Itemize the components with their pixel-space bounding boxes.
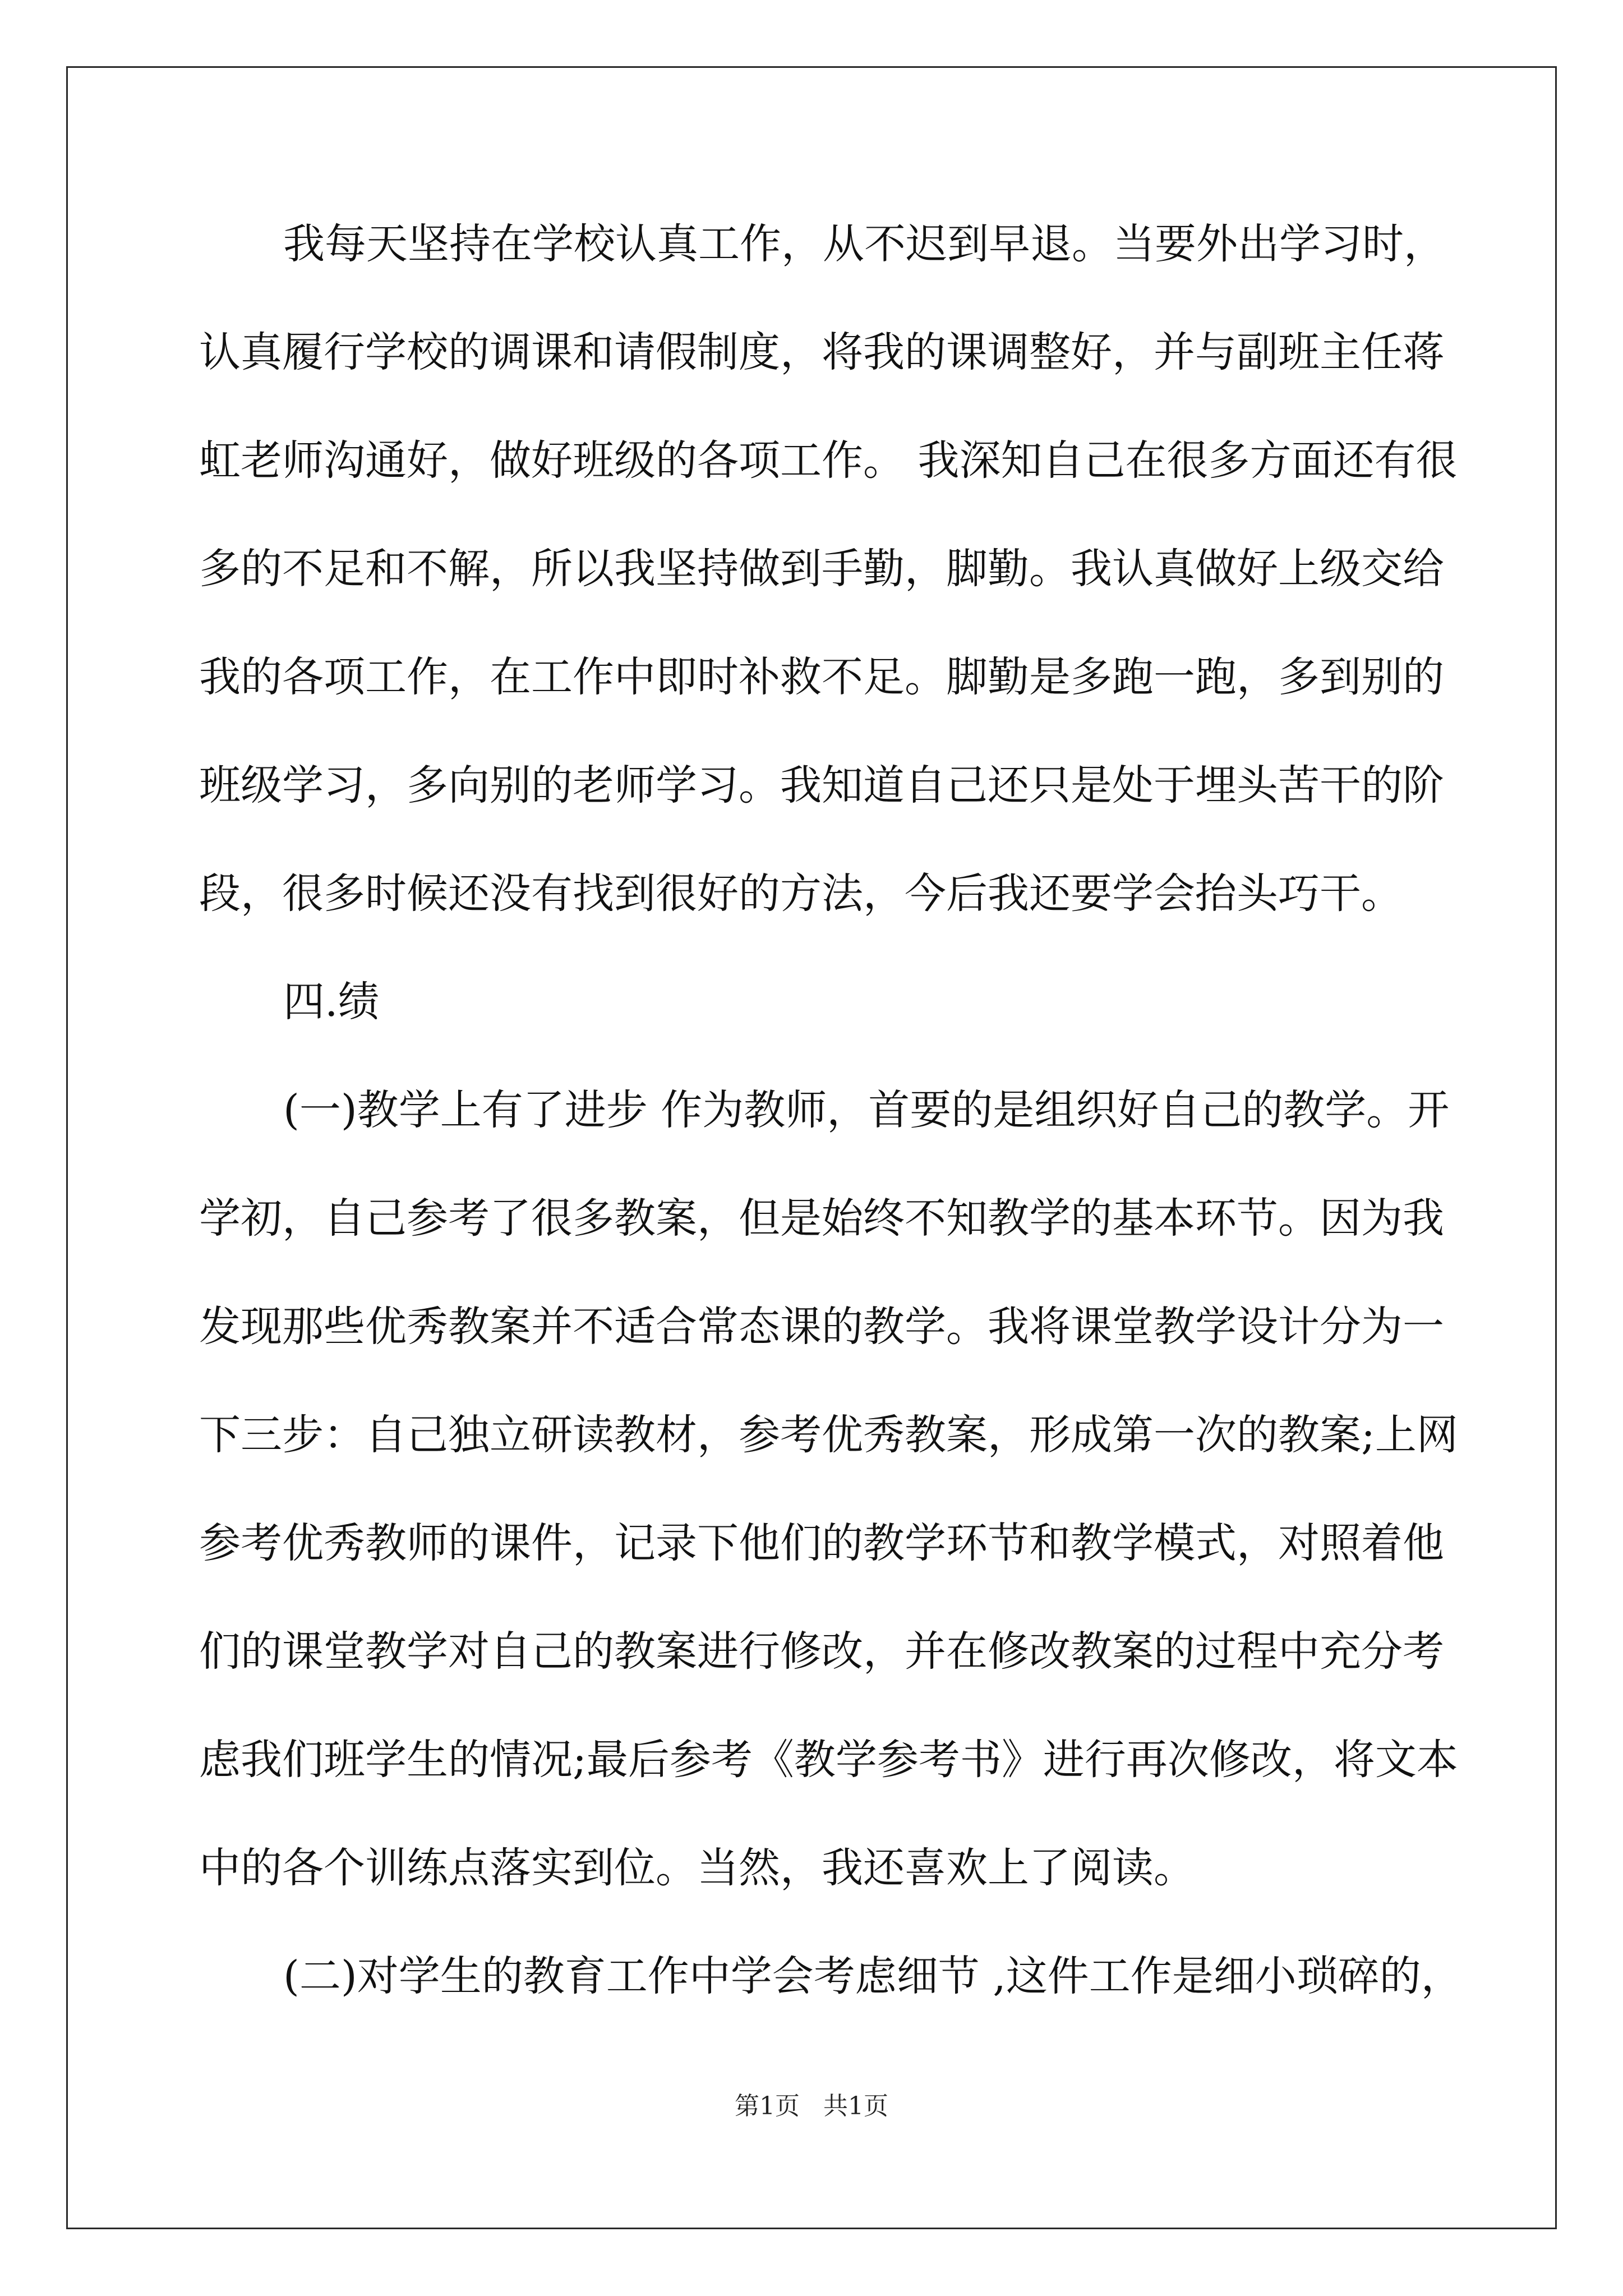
paragraph-line: 们的课堂教学对自己的教案进行修改，并在修改教案的过程中充分考	[199, 1627, 1444, 1676]
page-number: 第1页	[735, 2092, 800, 2120]
paragraph-line: 虑我们班学生的情况;最后参考《教学参考书》进行再次修改，将文本	[199, 1736, 1458, 1784]
paragraph-line: 学初，自己参考了很多教案，但是始终不知教学的基本环节。因为我	[199, 1194, 1444, 1243]
paragraph-line: (二)对学生的教育工作中学会考虑细节 ,这件工作是细小琐碎的，	[283, 1952, 1463, 2000]
paragraph-line: 发现那些优秀教案并不适合常态课的教学。我将课堂教学设计分为一	[199, 1303, 1444, 1351]
paragraph-line: (一)教学上有了进步 作为教师，首要的是组织好自己的教学。开	[283, 1086, 1450, 1134]
paragraph-line: 参考优秀教师的课件，记录下他们的教学环节和教学模式，对照着他	[199, 1519, 1444, 1567]
page-border	[66, 66, 1557, 2229]
paragraph-line: 我每天坚持在学校认真工作，从不迟到早退。当要外出学习时，	[283, 220, 1445, 268]
section-heading: 四.绩	[283, 978, 380, 1026]
page-total: 共1页	[823, 2092, 888, 2120]
paragraph-line: 虹老师沟通好，做好班级的各项工作。 我深知自己在很多方面还有很	[199, 436, 1458, 485]
paragraph-line: 班级学习，多向别的老师学习。我知道自己还只是处于埋头苦干的阶	[199, 761, 1444, 809]
paragraph-line: 认真履行学校的调课和请假制度，将我的课调整好，并与副班主任蒋	[199, 328, 1444, 376]
paragraph-line: 我的各项工作，在工作中即时补救不足。脚勤是多跑一跑，多到别的	[199, 653, 1444, 701]
paragraph-line: 中的各个训练点落实到位。当然，我还喜欢上了阅读。	[199, 1844, 1195, 1892]
paragraph-line: 段，很多时候还没有找到很好的方法，今后我还要学会抬头巧干。	[199, 869, 1403, 918]
paragraph-line: 下三步：自己独立研读教材，参考优秀教案，形成第一次的教案;上网	[199, 1411, 1458, 1459]
page-footer	[0, 2090, 1623, 2123]
paragraph-line: 多的不足和不解，所以我坚持做到手勤，脚勤。我认真做好上级交给	[199, 545, 1444, 593]
